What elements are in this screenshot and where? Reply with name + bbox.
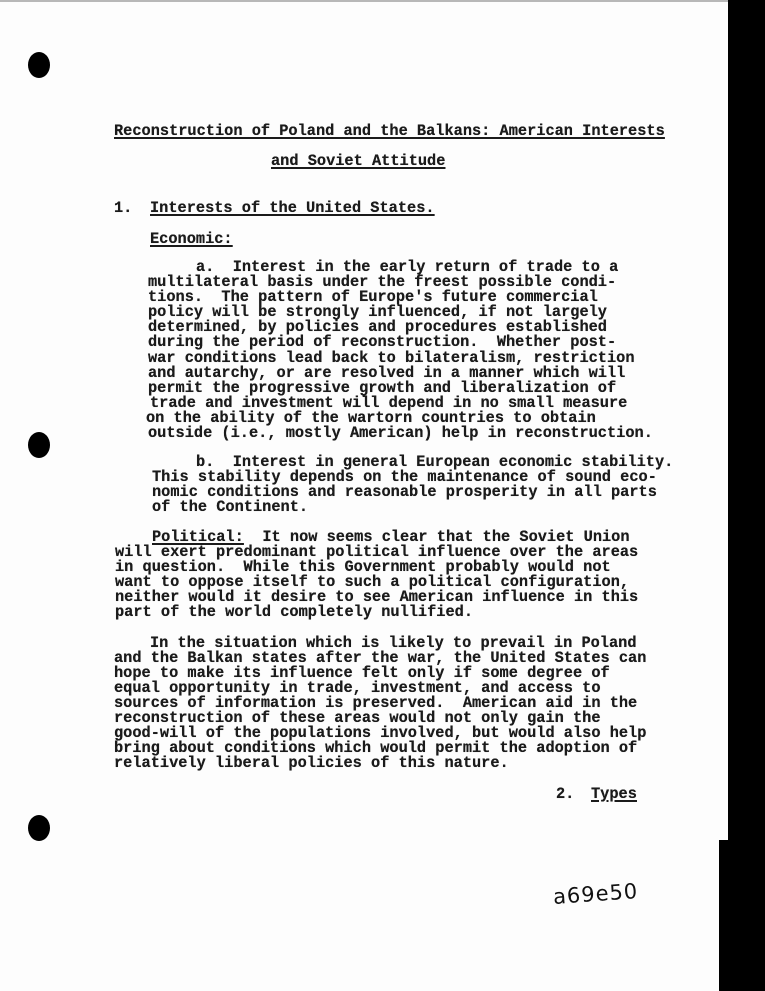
text-line: policy will be strongly influenced, if not largely [148, 303, 607, 321]
scan-right-border-lower [719, 840, 731, 991]
punch-hole-icon [28, 52, 50, 78]
punch-hole-icon [28, 432, 50, 458]
economic-label: Economic: [150, 230, 233, 248]
text-line: permit the progressive growth and liberalization of [148, 379, 617, 397]
text-line: b. Interest in general European economic stability. [196, 453, 674, 471]
text-line: In the situation which is likely to prevail in Poland [150, 634, 637, 652]
text-line: equal opportunity in trade, investment, and access to [114, 679, 601, 697]
document-title-line1: Reconstruction of Poland and the Balkans: American Interests [114, 122, 665, 140]
text-line: good-will of the populations involved, but would also help [114, 724, 647, 742]
text-line: of the Continent. [152, 498, 309, 516]
text-line: determined, by policies and procedures established [148, 318, 607, 336]
text-line: It now seems clear that the Soviet Union [244, 528, 630, 546]
text-line: multilateral basis under the freest possible condi- [148, 273, 617, 291]
text-line: tions. The pattern of Europe's future commercial [148, 288, 598, 306]
text-line: outside (i.e., mostly American) help in reconstruction. [148, 424, 653, 442]
political-label: Political: [152, 528, 244, 546]
text-line: on the ability of the wartorn countries to obtain [146, 409, 596, 427]
continuation-number: 2. [556, 785, 575, 803]
text-line: will exert predominant political influence over the areas [115, 543, 639, 561]
text-line: nomic conditions and reasonable prosperity in all parts [152, 483, 657, 501]
text-line: war conditions lead back to bilateralism, restriction [148, 349, 635, 367]
text-line: reconstruction of these areas would not only gain the [114, 709, 601, 727]
text-line: a. Interest in the early return of trade to a [196, 258, 619, 276]
document-title-line2: and Soviet Attitude [271, 152, 446, 170]
text-line: hope to make its influence felt only if some degree of [114, 664, 610, 682]
text-line: in question. While this Government probably would not [115, 558, 611, 576]
text-line: sources of information is preserved. American aid in the [114, 694, 638, 712]
continuation-word: Types [591, 785, 637, 803]
text-line: This stability depends on the maintenance of sound eco- [152, 468, 657, 486]
handwritten-annotation: a69e50 [552, 879, 639, 909]
text-line: neither would it desire to see American influence in this [115, 588, 639, 606]
punch-hole-icon [28, 815, 50, 841]
text-line: during the period of reconstruction. Whether post- [148, 333, 617, 351]
text-line: want to oppose itself to such a political configuration, [115, 573, 630, 591]
text-line: bring about conditions which would permit the adoption of [114, 739, 638, 757]
section-number: 1. [114, 199, 133, 217]
text-line: and autarchy, or are resolved in a manner which will [148, 364, 626, 382]
section-heading: Interests of the United States. [150, 199, 435, 217]
text-line: part of the world completely nullified. [115, 603, 474, 621]
text-line: trade and investment will depend in no small measure [150, 394, 628, 412]
scan-top-edge [0, 0, 728, 2]
text-line: relatively liberal policies of this nature. [114, 754, 509, 772]
scan-right-border [728, 0, 765, 991]
text-line: and the Balkan states after the war, the United States can [114, 649, 647, 667]
